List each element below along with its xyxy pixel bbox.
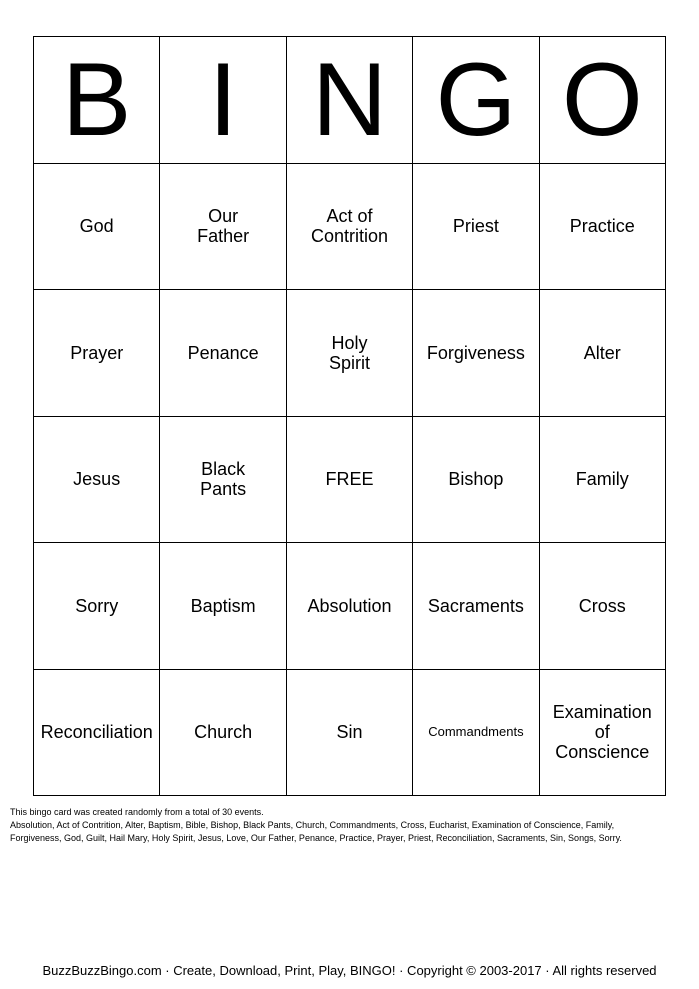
bingo-cell: Jesus [34, 417, 160, 544]
bingo-cell: Prayer [34, 290, 160, 417]
bingo-cell: Act of Contrition [287, 164, 413, 291]
bingo-cell: Bishop [413, 417, 539, 544]
header-letter-b: B [34, 37, 160, 164]
bingo-cell: Sin [287, 670, 413, 797]
header-letter-i: I [160, 37, 286, 164]
bingo-cell: Sacraments [413, 543, 539, 670]
bingo-cell: Forgiveness [413, 290, 539, 417]
bingo-cell: God [34, 164, 160, 291]
bingo-cell: Reconciliation [34, 670, 160, 797]
bingo-cell: Cross [540, 543, 666, 670]
bingo-cell: Black Pants [160, 417, 286, 544]
bingo-cell: Alter [540, 290, 666, 417]
header-letter-n: N [287, 37, 413, 164]
bingo-cell: Examination of Conscience [540, 670, 666, 797]
event-list-line: Forgiveness, God, Guilt, Hail Mary, Holy Spirit, Jesus, Love, Our Father, Penance, Practice, Prayer, Priest, Reconciliation, Sacraments, Sin, Songs, Sorry. [10, 833, 622, 843]
bingo-cell: Our Father [160, 164, 286, 291]
free-space-cell: FREE [287, 417, 413, 544]
footer-copyright: BuzzBuzzBingo.com · Create, Download, Print, Play, BINGO! · Copyright © 2003-2017 · All rights reserved [42, 963, 657, 978]
bingo-cell: Sorry [34, 543, 160, 670]
card-info [10, 806, 690, 845]
bingo-cell: Commandments [413, 670, 539, 797]
header-letter-g: G [413, 37, 539, 164]
bingo-cell: Church [160, 670, 286, 797]
event-list-line: Absolution, Act of Contrition, Alter, Baptism, Bible, Bishop, Black Pants, Church, Commandments, Cross, Eucharist, Examination of Conscience, Family, [10, 820, 615, 830]
bingo-cell: Baptism [160, 543, 286, 670]
bingo-cell: Family [540, 417, 666, 544]
info-summary: This bingo card was created randomly from a total of 30 events. [10, 807, 264, 817]
bingo-cell: Absolution [287, 543, 413, 670]
bingo-cell: Holy Spirit [287, 290, 413, 417]
bingo-cell: Penance [160, 290, 286, 417]
bingo-cell: Priest [413, 164, 539, 291]
header-letter-o: O [540, 37, 666, 164]
bingo-cell: Practice [540, 164, 666, 291]
bingo-card [33, 36, 666, 796]
